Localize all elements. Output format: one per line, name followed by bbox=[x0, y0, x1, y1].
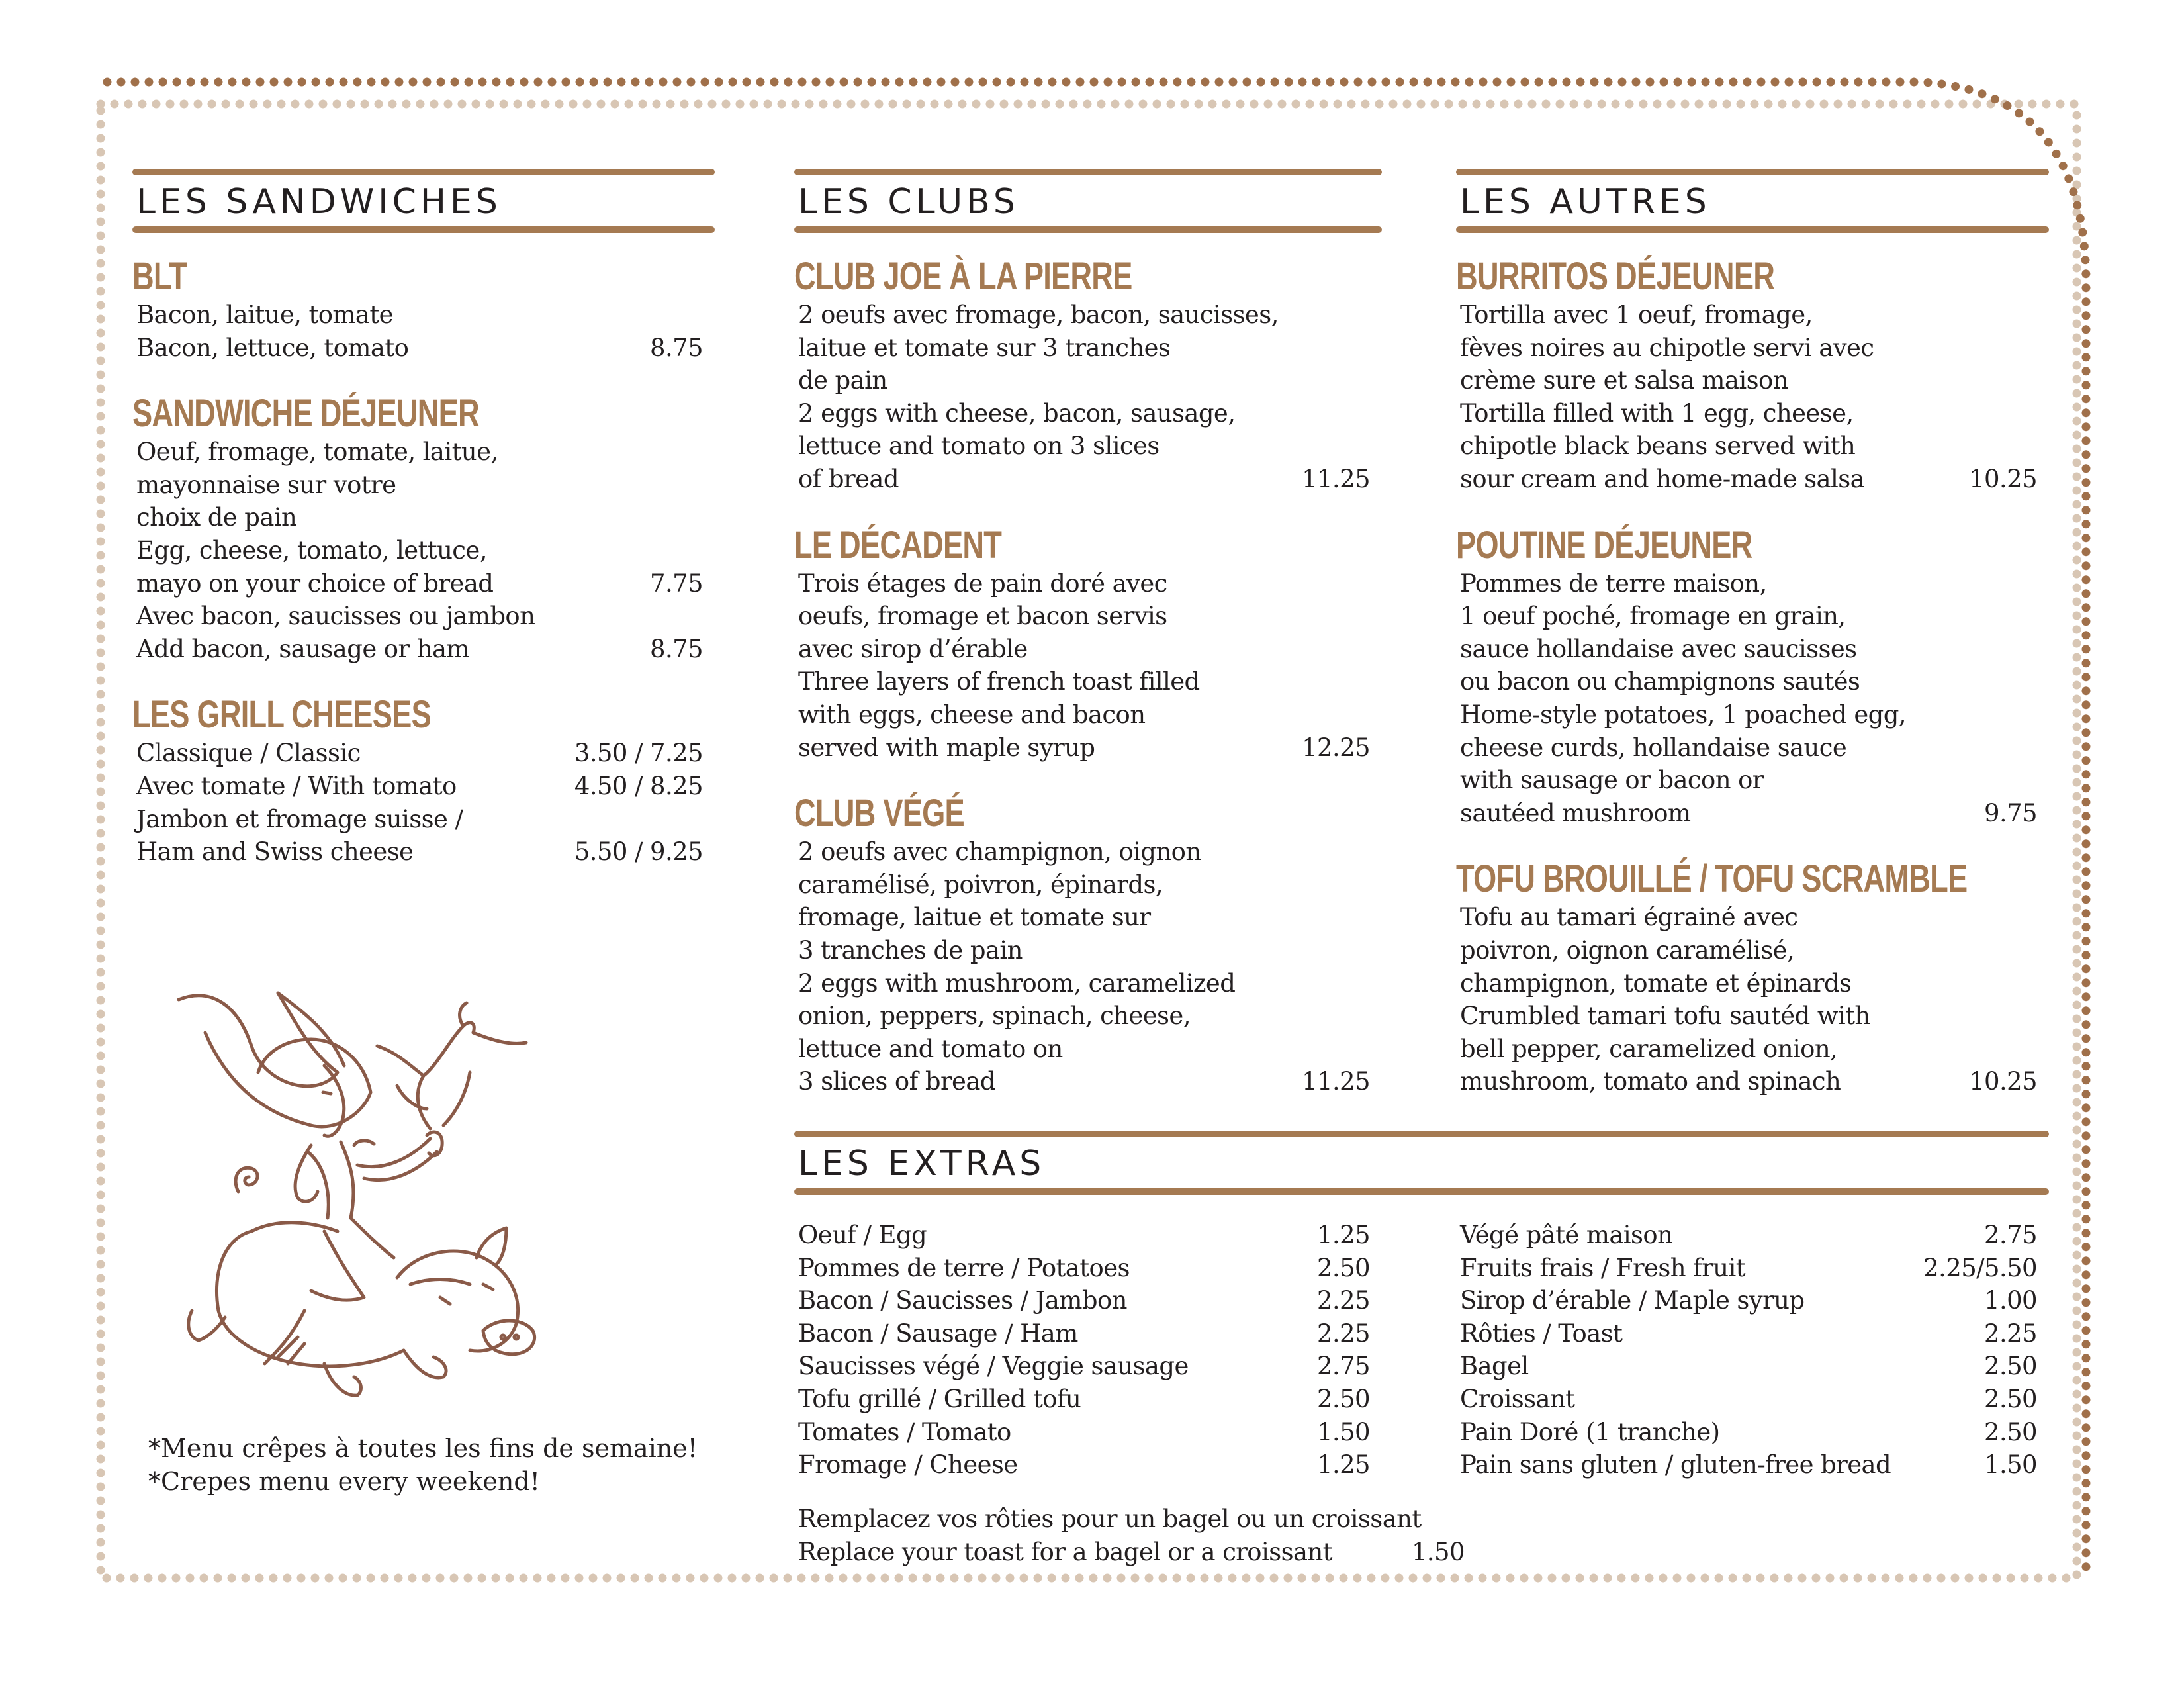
header-rule-bottom bbox=[794, 1188, 2049, 1195]
price bbox=[2037, 698, 2049, 731]
dish-line bbox=[132, 469, 715, 502]
dish-line bbox=[1456, 463, 2049, 496]
price bbox=[703, 436, 715, 469]
dish-line bbox=[794, 731, 1382, 765]
dish-title: POUTINE DÉJEUNER bbox=[1456, 523, 1752, 567]
section-title: LES AUTRES bbox=[1460, 182, 1711, 222]
dish-line bbox=[794, 934, 1382, 967]
price bbox=[1370, 567, 1382, 600]
price bbox=[1370, 600, 1382, 633]
dish-title: CLUB VÉGÉ bbox=[794, 792, 964, 835]
line-text: 2 eggs with cheese, bacon, sausage, bbox=[798, 399, 1236, 428]
dish-line bbox=[1456, 633, 2049, 666]
line-text: Tortilla filled with 1 egg, cheese, bbox=[1460, 399, 1854, 428]
item-text: Croissant bbox=[1460, 1384, 1575, 1413]
item-text: Fruits frais / Fresh fruit bbox=[1460, 1253, 1746, 1282]
header-rule-top bbox=[132, 169, 715, 175]
line-text: Bacon, laitue, tomate bbox=[136, 301, 393, 329]
price bbox=[2037, 764, 2049, 797]
item-text: Saucisses végé / Veggie sausage bbox=[798, 1352, 1189, 1381]
extras-replacement-note bbox=[798, 1503, 1559, 1568]
price: 2.50 bbox=[1984, 1352, 2037, 1381]
line-text: 2 oeufs avec champignon, oignon bbox=[798, 837, 1201, 867]
price bbox=[703, 299, 715, 332]
dish-line bbox=[1456, 934, 2049, 967]
price bbox=[1370, 430, 1382, 463]
item-text: Pain sans gluten / gluten-free bread bbox=[1460, 1450, 1891, 1479]
price: 12.25 bbox=[1302, 733, 1370, 762]
extras-item bbox=[1456, 1219, 2049, 1252]
line-text: Egg, cheese, tomato, lettuce, bbox=[136, 536, 487, 565]
line-text: 1 oeuf poché, fromage en grain, bbox=[1460, 602, 1846, 631]
dish-line bbox=[1456, 764, 2049, 797]
extras-item bbox=[1456, 1383, 2049, 1416]
price: 2.75 bbox=[1984, 1221, 2037, 1249]
dish-line bbox=[1456, 299, 2049, 332]
dish-line bbox=[132, 737, 715, 770]
dish-line bbox=[132, 835, 715, 868]
price bbox=[1370, 397, 1382, 430]
footnote-line: *Crepes menu every weekend! bbox=[148, 1466, 540, 1496]
extras-item bbox=[794, 1383, 1382, 1416]
dish-poutine-dejeuner bbox=[1456, 524, 2049, 830]
dish-line bbox=[794, 835, 1382, 868]
line-text: 2 eggs with mushroom, caramelized bbox=[798, 968, 1236, 998]
dish-line bbox=[794, 1000, 1382, 1033]
line-text: sour cream and home-made salsa bbox=[1460, 464, 1865, 493]
section-header bbox=[1456, 169, 2049, 232]
section-extras bbox=[794, 1131, 2049, 1479]
price bbox=[1370, 901, 1382, 934]
line-text: Add bacon, sausage or ham bbox=[136, 634, 469, 663]
footnote-crepes bbox=[148, 1432, 744, 1498]
extras-item bbox=[794, 1252, 1382, 1285]
dish-line bbox=[1456, 698, 2049, 731]
price bbox=[1370, 835, 1382, 868]
section-header bbox=[794, 169, 1382, 232]
line-text: crème sure et salsa maison bbox=[1460, 366, 1788, 395]
section-autres bbox=[1456, 169, 2049, 1098]
note-line bbox=[798, 1503, 1559, 1536]
dish-line bbox=[1456, 397, 2049, 430]
price: 2.25 bbox=[1984, 1319, 2037, 1348]
price bbox=[1370, 364, 1382, 397]
price bbox=[2037, 934, 2049, 967]
dish-line bbox=[794, 397, 1382, 430]
price: 3.50 / 7.25 bbox=[574, 739, 703, 768]
line-text: Tofu au tamari égrainé avec bbox=[1460, 903, 1798, 932]
line-text: Jambon et fromage suisse / bbox=[136, 804, 463, 833]
dish-line bbox=[132, 436, 715, 469]
line-text: oeufs, fromage et bacon servis bbox=[798, 602, 1167, 631]
line-text: onion, peppers, spinach, cheese, bbox=[798, 1002, 1191, 1031]
dish-line bbox=[794, 967, 1382, 1000]
section-title: LES EXTRAS bbox=[798, 1144, 1046, 1184]
price: 1.50 bbox=[1317, 1417, 1370, 1446]
item-text: Bagel bbox=[1460, 1352, 1529, 1381]
price bbox=[1370, 665, 1382, 698]
price: 8.75 bbox=[650, 634, 703, 663]
dish-le-decadent bbox=[794, 524, 1382, 765]
dish-line bbox=[1456, 1000, 2049, 1033]
line-text: Avec bacon, saucisses ou jambon bbox=[136, 602, 535, 631]
line-text: lettuce and tomato on 3 slices bbox=[798, 432, 1160, 461]
line-text: Oeuf, fromage, tomate, laitue, bbox=[136, 438, 498, 467]
price: 2.25/5.50 bbox=[1923, 1253, 2037, 1282]
price bbox=[2037, 567, 2049, 600]
dish-line bbox=[1456, 1065, 2049, 1098]
header-rule-top bbox=[1456, 169, 2049, 175]
extras-item bbox=[794, 1284, 1382, 1317]
header-rule-bottom bbox=[794, 226, 1382, 233]
price bbox=[2037, 397, 2049, 430]
price: 2.50 bbox=[1317, 1384, 1370, 1413]
price: 2.75 bbox=[1317, 1352, 1370, 1381]
price: 1.00 bbox=[1984, 1286, 2037, 1315]
price bbox=[1547, 1503, 1559, 1536]
extras-list-left bbox=[794, 1219, 1382, 1481]
dish-line bbox=[794, 698, 1382, 731]
dish-burritos-dejeuner bbox=[1456, 255, 2049, 496]
price: 1.25 bbox=[1317, 1450, 1370, 1479]
price: 11.25 bbox=[1302, 1067, 1370, 1096]
price bbox=[703, 534, 715, 567]
price bbox=[2037, 600, 2049, 633]
price bbox=[1370, 934, 1382, 967]
section-title: LES SANDWICHES bbox=[136, 182, 502, 222]
note-line bbox=[798, 1536, 1559, 1569]
item-text: Bacon / Saucisses / Jambon bbox=[798, 1286, 1127, 1315]
item-text: Bacon / Sausage / Ham bbox=[798, 1319, 1078, 1348]
dish-line bbox=[132, 299, 715, 332]
extras-item bbox=[1456, 1416, 2049, 1449]
line-text: Trois étages de pain doré avec bbox=[798, 569, 1167, 598]
line-text: mayonnaise sur votre bbox=[136, 470, 396, 499]
price bbox=[703, 803, 715, 836]
price bbox=[2037, 299, 2049, 332]
item-text: Oeuf / Egg bbox=[798, 1221, 927, 1249]
line-text: chipotle black beans served with bbox=[1460, 432, 1856, 461]
line-text: Bacon, lettuce, tomato bbox=[136, 333, 409, 362]
price: 8.75 bbox=[650, 333, 703, 362]
section-title: LES CLUBS bbox=[798, 182, 1019, 222]
extras-item bbox=[794, 1448, 1382, 1481]
section-header bbox=[132, 169, 715, 232]
section-clubs bbox=[794, 169, 1382, 1098]
dish-line bbox=[132, 803, 715, 836]
price bbox=[2037, 633, 2049, 666]
extras-list-right bbox=[1456, 1219, 2049, 1481]
item-text: Fromage / Cheese bbox=[798, 1450, 1018, 1479]
price: 1.50 bbox=[1411, 1537, 1465, 1566]
line-text: Avec tomate / With tomato bbox=[136, 771, 457, 800]
extras-item bbox=[794, 1350, 1382, 1383]
price bbox=[1370, 299, 1382, 332]
dish-line bbox=[794, 430, 1382, 463]
header-rule-bottom bbox=[1456, 226, 2049, 233]
header-rule-bottom bbox=[132, 226, 715, 233]
extras-item bbox=[1456, 1284, 2049, 1317]
dish-line bbox=[794, 332, 1382, 365]
price bbox=[703, 600, 715, 633]
price bbox=[2037, 1033, 2049, 1066]
extras-item bbox=[1456, 1448, 2049, 1481]
dish-line bbox=[1456, 731, 2049, 765]
line-text: bell pepper, caramelized onion, bbox=[1460, 1034, 1838, 1063]
price bbox=[1370, 332, 1382, 365]
item-text: Pommes de terre / Potatoes bbox=[798, 1253, 1130, 1282]
dish-title: LES GRILL CHEESES bbox=[132, 693, 431, 737]
dish-line bbox=[794, 633, 1382, 666]
girl-riding-pig-illustration bbox=[165, 966, 576, 1430]
dish-club-vege bbox=[794, 792, 1382, 1098]
dish-title: BLT bbox=[132, 255, 187, 298]
line-text: cheese curds, hollandaise sauce bbox=[1460, 733, 1847, 762]
price: 2.50 bbox=[1984, 1417, 2037, 1446]
line-text: 3 slices of bread bbox=[798, 1067, 995, 1096]
dish-line bbox=[794, 463, 1382, 496]
price bbox=[1370, 698, 1382, 731]
dish-line bbox=[1456, 364, 2049, 397]
price bbox=[2037, 430, 2049, 463]
dish-title: LE DÉCADENT bbox=[794, 523, 1002, 567]
item-text: Sirop d’érable / Maple syrup bbox=[1460, 1286, 1805, 1315]
price: 4.50 / 8.25 bbox=[574, 771, 703, 800]
item-text: Tomates / Tomato bbox=[798, 1417, 1011, 1446]
dish-line bbox=[794, 665, 1382, 698]
price bbox=[2037, 731, 2049, 765]
line-text: 3 tranches de pain bbox=[798, 935, 1023, 964]
price bbox=[2037, 364, 2049, 397]
line-text: fèves noires au chipotle servi avec bbox=[1460, 333, 1874, 362]
extras-item bbox=[794, 1416, 1382, 1449]
line-text: mayo on your choice of bread bbox=[136, 569, 494, 598]
price bbox=[703, 501, 715, 534]
price bbox=[703, 469, 715, 502]
item-text: Pain Doré (1 tranche) bbox=[1460, 1417, 1720, 1446]
extras-item bbox=[1456, 1350, 2049, 1383]
price bbox=[2037, 332, 2049, 365]
dish-line bbox=[1456, 332, 2049, 365]
line-text: Ham and Swiss cheese bbox=[136, 837, 414, 867]
dish-sandwiche-dejeuner bbox=[132, 392, 715, 665]
price: 11.25 bbox=[1302, 464, 1370, 493]
dish-line bbox=[794, 1065, 1382, 1098]
section-header bbox=[794, 1131, 2049, 1194]
price bbox=[2037, 967, 2049, 1000]
dish-line bbox=[132, 567, 715, 600]
line-text: of bread bbox=[798, 464, 899, 493]
item-text: Végé pâté maison bbox=[1460, 1221, 1673, 1249]
price: 5.50 / 9.25 bbox=[574, 837, 703, 867]
dish-line bbox=[1456, 600, 2049, 633]
dish-line bbox=[132, 332, 715, 365]
line-text: with sausage or bacon or bbox=[1460, 766, 1764, 795]
line-text: poivron, oignon caramélisé, bbox=[1460, 935, 1795, 964]
dish-line bbox=[132, 633, 715, 666]
line-text: ou bacon ou champignons sautés bbox=[1460, 667, 1860, 696]
price: 7.75 bbox=[650, 569, 703, 598]
extras-item bbox=[1456, 1252, 2049, 1285]
dish-line bbox=[794, 1033, 1382, 1066]
line-text: fromage, laitue et tomate sur bbox=[798, 903, 1151, 932]
line-text: served with maple syrup bbox=[798, 733, 1095, 762]
price: 10.25 bbox=[1969, 1067, 2037, 1096]
dish-line bbox=[1456, 967, 2049, 1000]
dish-blt bbox=[132, 255, 715, 364]
dish-line bbox=[794, 868, 1382, 902]
line-text: de pain bbox=[798, 366, 887, 395]
line-text: 2 oeufs avec fromage, bacon, saucisses, bbox=[798, 301, 1279, 329]
line-text: sautéed mushroom bbox=[1460, 798, 1691, 827]
note-text: Replace your toast for a bagel or a croissant bbox=[798, 1537, 1332, 1566]
extras-item bbox=[1456, 1317, 2049, 1350]
header-rule-top bbox=[794, 169, 1382, 175]
header-rule-top bbox=[794, 1131, 2049, 1137]
dish-club-joe bbox=[794, 255, 1382, 496]
price: 9.75 bbox=[1984, 798, 2037, 827]
line-text: mushroom, tomato and spinach bbox=[1460, 1067, 1841, 1096]
dish-tofu-brouille bbox=[1456, 857, 2049, 1098]
line-text: Home-style potatoes, 1 poached egg, bbox=[1460, 700, 1906, 729]
dish-line bbox=[132, 534, 715, 567]
price: 1.25 bbox=[1317, 1221, 1370, 1249]
dish-title: SANDWICHE DÉJEUNER bbox=[132, 392, 479, 436]
price: 2.25 bbox=[1317, 1286, 1370, 1315]
dish-line bbox=[1456, 901, 2049, 934]
price: 1.50 bbox=[1984, 1450, 2037, 1479]
dish-line bbox=[1456, 1033, 2049, 1066]
line-text: Tortilla avec 1 oeuf, fromage, bbox=[1460, 301, 1813, 329]
line-text: with eggs, cheese and bacon bbox=[798, 700, 1146, 729]
line-text: laitue et tomate sur 3 tranches bbox=[798, 333, 1171, 362]
price bbox=[1370, 633, 1382, 666]
dish-title: BURRITOS DÉJEUNER bbox=[1456, 255, 1775, 298]
dish-line bbox=[1456, 665, 2049, 698]
line-text: Pommes de terre maison, bbox=[1460, 569, 1767, 598]
dish-title: CLUB JOE À LA PIERRE bbox=[794, 255, 1132, 298]
dish-line bbox=[132, 770, 715, 803]
section-sandwiches bbox=[132, 169, 715, 868]
price: 2.50 bbox=[1317, 1253, 1370, 1282]
price: 10.25 bbox=[1969, 464, 2037, 493]
footnote-line: *Menu crêpes à toutes les fins de semaine! bbox=[148, 1434, 698, 1463]
dish-line bbox=[794, 600, 1382, 633]
price bbox=[1370, 967, 1382, 1000]
dish-title: TOFU BROUILLÉ / TOFU SCRAMBLE bbox=[1456, 857, 1968, 901]
item-text: Rôties / Toast bbox=[1460, 1319, 1623, 1348]
item-text: Tofu grillé / Grilled tofu bbox=[798, 1384, 1081, 1413]
dish-line bbox=[794, 901, 1382, 934]
price: 2.25 bbox=[1317, 1319, 1370, 1348]
price bbox=[1370, 1000, 1382, 1033]
price bbox=[1370, 1033, 1382, 1066]
dish-line bbox=[794, 299, 1382, 332]
extras-item bbox=[794, 1219, 1382, 1252]
price bbox=[2037, 1000, 2049, 1033]
dish-line bbox=[1456, 797, 2049, 830]
line-text: champignon, tomate et épinards bbox=[1460, 968, 1852, 998]
dish-line bbox=[132, 600, 715, 633]
line-text: lettuce and tomato on bbox=[798, 1034, 1063, 1063]
dish-grill-cheeses bbox=[132, 693, 715, 868]
line-text: Three layers of french toast filled bbox=[798, 667, 1200, 696]
dish-line bbox=[794, 364, 1382, 397]
line-text: choix de pain bbox=[136, 503, 297, 532]
line-text: caramélisé, poivron, épinards, bbox=[798, 870, 1163, 899]
dish-line bbox=[794, 567, 1382, 600]
price bbox=[2037, 665, 2049, 698]
price bbox=[1370, 868, 1382, 902]
line-text: Classique / Classic bbox=[136, 739, 361, 768]
dish-line bbox=[1456, 430, 2049, 463]
note-text: Remplacez vos rôties pour un bagel ou un croissant bbox=[798, 1505, 1422, 1533]
line-text: Crumbled tamari tofu sautéd with bbox=[1460, 1002, 1870, 1031]
dish-line bbox=[1456, 567, 2049, 600]
price: 2.50 bbox=[1984, 1384, 2037, 1413]
dish-line bbox=[132, 501, 715, 534]
line-text: sauce hollandaise avec saucisses bbox=[1460, 634, 1857, 663]
extras-item bbox=[794, 1317, 1382, 1350]
price bbox=[2037, 901, 2049, 934]
line-text: avec sirop d’érable bbox=[798, 634, 1028, 663]
